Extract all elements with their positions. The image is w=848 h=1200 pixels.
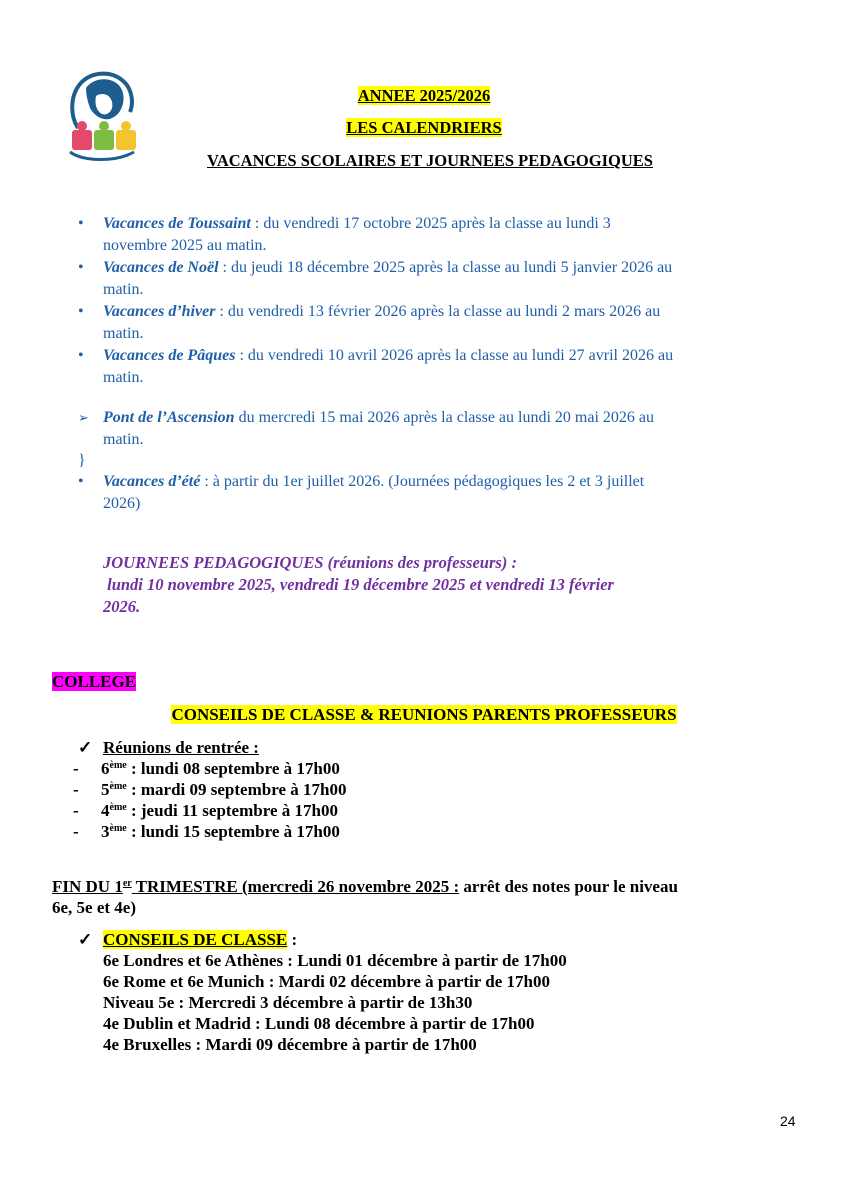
dash: -: [73, 801, 79, 820]
conseil-row: 6e Londres et 6e Athènes : Lundi 01 décembre à partir de 17h00: [103, 951, 567, 970]
conseil-row: 4e Bruxelles : Mardi 09 décembre à partir de 17h00: [103, 1035, 477, 1054]
holiday-dates: : du vendredi 13 février 2026 après la classe au lundi 2 mars 2026 au: [215, 303, 661, 320]
level: 3: [101, 822, 110, 841]
bullet-icon: •: [78, 473, 84, 490]
level-sup: ème: [109, 823, 127, 834]
school-logo: [64, 66, 142, 164]
level-sup: ème: [109, 802, 127, 813]
college-label: [52, 671, 136, 692]
dash: -: [73, 759, 79, 778]
reunion-date: : lundi 15 septembre à 17h00: [126, 822, 340, 841]
bullet-icon: •: [78, 303, 84, 320]
holiday-item: [78, 301, 798, 344]
level: 4: [101, 801, 110, 820]
reunions-label: Réunions de rentrée :: [103, 738, 259, 757]
calendars-title-text: LES CALENDRIERS: [346, 118, 502, 137]
holiday-name: Vacances d’été: [103, 473, 201, 490]
holiday-name: Vacances de Noël: [103, 259, 219, 276]
holiday-dates: : du vendredi 17 octobre 2025 après la classe au lundi 3: [250, 215, 611, 232]
page-subtitle: [6, 151, 848, 171]
check-icon: ✓: [78, 930, 93, 949]
holiday-dates-cont: 2026): [103, 494, 141, 512]
conseils-list: [103, 950, 803, 1055]
holiday-dates-cont: matin.: [103, 280, 144, 298]
conseils-colon: :: [287, 930, 298, 949]
holiday-dates-cont: matin.: [103, 368, 144, 386]
trimester-sup: er: [122, 878, 132, 889]
holiday-name: Pont de l’Ascension: [103, 409, 235, 426]
holiday-dates-cont: matin.: [103, 324, 144, 342]
conseil-row: 6e Rome et 6e Munich : Mardi 02 décembre à partir de 17h00: [103, 972, 550, 991]
councils-title: [0, 704, 848, 725]
conseil-row: 4e Dublin et Madrid : Lundi 08 décembre à partir de 17h00: [103, 1014, 535, 1033]
trimester-rest: arrêt des notes pour le niveau: [459, 877, 678, 896]
holiday-name: Vacances d’hiver: [103, 303, 216, 320]
pedagogical-days-title: JOURNEES PEDAGOGIQUES (réunions des professeurs) :: [103, 553, 517, 572]
dash: -: [73, 822, 79, 841]
reunions-heading: [78, 737, 259, 758]
reunion-date: : jeudi 11 septembre à 17h00: [126, 801, 338, 820]
trimester-label-a: FIN DU 1: [52, 877, 123, 896]
holiday-name: Vacances de Pâques: [103, 347, 236, 364]
page-number: 24: [780, 1113, 796, 1129]
year-title-text: ANNEE 2025/2026: [357, 86, 491, 105]
holiday-dates-cont: novembre 2025 au matin.: [103, 236, 267, 254]
conseils-heading: [78, 929, 297, 950]
check-icon: ✓: [78, 738, 93, 757]
bullet-icon: •: [78, 347, 84, 364]
trimester-levels: 6e, 5e et 4e): [52, 898, 137, 917]
holiday-dates-cont: matin.: [103, 430, 144, 448]
arrow-bullet-icon: ➢: [78, 410, 89, 425]
bullet-icon: •: [78, 215, 84, 232]
reunion-date: : lundi 08 septembre à 17h00: [126, 759, 340, 778]
holiday-item: [78, 345, 798, 388]
year-title: [0, 86, 848, 106]
holiday-dates: : du vendredi 10 avril 2026 après la classe au lundi 27 avril 2026 au: [235, 347, 674, 364]
holiday-dates: : à partir du 1er juillet 2026. (Journées pédagogiques les 2 et 3 juillet: [200, 473, 645, 490]
dash: -: [73, 780, 79, 799]
level-sup: ème: [109, 760, 127, 771]
level: 5: [101, 780, 110, 799]
level-sup: ème: [109, 781, 127, 792]
trimester-notice: [52, 876, 812, 918]
calendars-title: [0, 118, 848, 138]
conseil-row: Niveau 5e : Mercredi 3 décembre à partir de 13h30: [103, 993, 473, 1012]
pedagogical-days: [103, 552, 803, 618]
holiday-item: ➢ Pont de l’Ascension du mercredi 15 mai 2026 après la classe au lundi 20 mai 2026 au matin. }: [78, 409, 654, 469]
holiday-dates: : du jeudi 18 décembre 2025 après la classe au lundi 5 janvier 2026 au: [218, 259, 673, 276]
college-label-text: COLLEGE: [52, 672, 137, 691]
holiday-item: [78, 213, 798, 256]
conseils-label: CONSEILS DE CLASSE: [103, 930, 288, 949]
reunions-list: [73, 758, 573, 848]
councils-title-text: CONSEILS DE CLASSE & REUNIONS PARENTS PROFESSEURS: [171, 705, 677, 724]
pedagogical-days-dates: lundi 10 novembre 2025, vendredi 19 décembre 2025 et vendredi 13 février: [103, 575, 614, 594]
holiday-item: [78, 471, 798, 514]
holiday-dates: du mercredi 15 mai 2026 après la classe au lundi 20 mai 2026 au: [234, 409, 654, 426]
level: 6: [101, 759, 110, 778]
pedagogical-days-dates-cont: 2026.: [103, 597, 141, 616]
bullet-icon: •: [78, 259, 84, 276]
holiday-name: Vacances de Toussaint: [103, 215, 251, 232]
subtitle-text: VACANCES SCOLAIRES ET JOURNEES PEDAGOGIQUES: [207, 151, 653, 170]
trimester-label-b: TRIMESTRE (mercredi 26 novembre 2025 :: [131, 877, 460, 896]
holiday-item: [78, 257, 798, 300]
reunion-date: : mardi 09 septembre à 17h00: [126, 780, 347, 799]
